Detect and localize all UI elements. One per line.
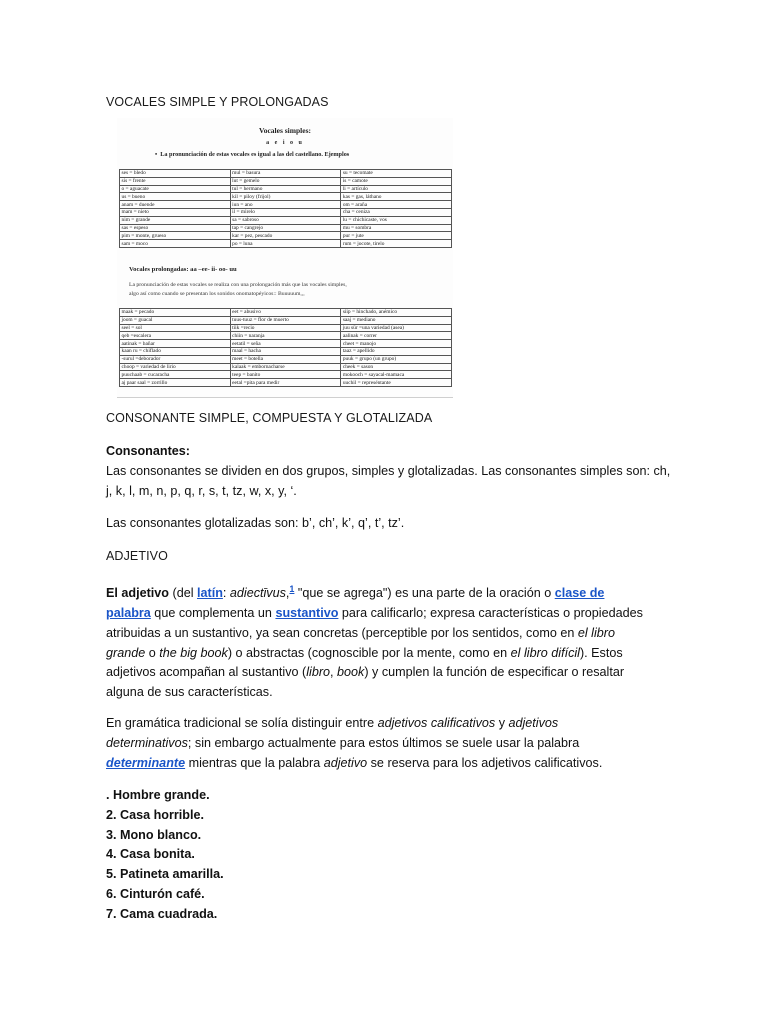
examples-list	[106, 786, 646, 925]
table-row	[120, 324, 452, 332]
table-cell: kil = piloy (frijol)	[230, 193, 341, 201]
table-cell: puuchaab = cucaracha	[120, 371, 231, 379]
table-cell: eet = abusivo	[230, 309, 341, 317]
adj-example: el libro grande	[106, 625, 615, 660]
table-cell: kaan ru = chiflado	[120, 347, 231, 355]
table-row	[120, 240, 452, 248]
adj-text: se reserva para los adjetivos calificativos.	[367, 755, 603, 770]
table-cell: mu = sombra	[341, 224, 452, 232]
scan-bullet-text: • La pronunciación de estas vocales es igual a las del castellano. Ejemplos	[155, 151, 350, 158]
adj-text: "que se agrega") es una parte de la oración o	[294, 586, 555, 601]
table-cell: ses = bledo	[120, 170, 231, 178]
table-row	[120, 347, 452, 355]
vowels-table-image	[117, 118, 453, 398]
table-cell: chiin = naranja	[230, 332, 341, 340]
table-cell: aalinak = correr	[341, 332, 452, 340]
adjetivo-paragraph-2	[106, 714, 646, 773]
link-clase-de-palabra[interactable]: clase de palabra	[106, 586, 605, 620]
adj-example: the big book	[159, 645, 228, 660]
adj-text: ) o abstractas (cognoscible por la mente, como en	[227, 645, 511, 660]
consonantes-paragraph	[106, 462, 706, 502]
table-row	[120, 316, 452, 324]
table-row	[120, 379, 452, 387]
table-row	[120, 355, 452, 363]
table-cell: sa = sabroso	[230, 216, 341, 224]
adj-example: el libro difícil	[510, 645, 580, 660]
adj-italic: adjetivos calificativos	[377, 716, 496, 730]
list-item: 7. Cama cuadrada.	[106, 906, 218, 921]
table-cell: taaz = apellido	[341, 347, 452, 355]
table-cell: mam = nieto	[120, 208, 231, 216]
table-row	[120, 170, 452, 178]
consonantes-heading: Consonantes:	[106, 444, 190, 458]
table-cell: is = camote	[341, 177, 452, 185]
table-row	[120, 309, 452, 317]
table-row	[120, 371, 452, 379]
table-row	[120, 201, 452, 209]
table-cell: joom = guacal	[120, 316, 231, 324]
section-title-vocales: VOCALES SIMPLE Y PROLONGADAS	[106, 95, 329, 109]
table-cell: uuchil = represéntante	[341, 379, 452, 387]
link-latin[interactable]: latín	[197, 586, 223, 601]
adj-text: y	[495, 716, 509, 730]
adj-text: ,	[285, 586, 290, 601]
table-cell: mul = basura	[230, 170, 341, 178]
table-cell: cheek = sason	[341, 363, 452, 371]
adj-text: En gramática tradicional se solía distinguir entre	[106, 716, 378, 730]
table-row	[120, 193, 452, 201]
table-cell: cheet = manojo	[341, 340, 452, 348]
table-row	[120, 216, 452, 224]
table-cell: po = luna	[230, 240, 341, 248]
adj-latin-word: adiectīvus	[229, 586, 286, 601]
table-cell: us = bueno	[120, 193, 231, 201]
table-row	[120, 224, 452, 232]
table-row	[120, 177, 452, 185]
scan-vowels: a e i o u	[266, 140, 304, 146]
table-cell: eetal =pita para medir	[230, 379, 341, 387]
scan-prolong-text	[129, 281, 449, 299]
scan-prolong-line1: La pronunciación de estas vocales se realiza con una prolongación más que las vocales simples,	[129, 282, 347, 288]
table-cell: aatinak = bañar	[120, 340, 231, 348]
table-cell: kas = gas, láthano	[341, 193, 452, 201]
adj-text: para calificarlo; expresa características o propiedades atribuidas a un sustantivo, ya sean concretas (perceptible por los sentidos, como en	[106, 605, 643, 640]
table-cell: -surul =deborador	[120, 355, 231, 363]
table-cell: puuk = grupo (un grupo)	[341, 355, 452, 363]
table-cell: cha = ceniza	[341, 208, 452, 216]
table-row	[120, 332, 452, 340]
adj-text: mientras que la palabra	[185, 755, 324, 770]
list-item: 2. Casa horrible.	[106, 807, 204, 822]
table-row	[120, 232, 452, 240]
table-row	[120, 185, 452, 193]
prolonged-vowels-table	[119, 308, 452, 387]
adj-italic: adjetivos determinativos	[106, 716, 559, 750]
table-cell: lut = gemelo	[230, 177, 341, 185]
footnote-ref-1[interactable]: 1	[289, 584, 295, 594]
adj-term: El adjetivo	[106, 586, 169, 601]
table-cell: maak = pecado	[120, 309, 231, 317]
table-cell: sam = moco	[120, 240, 231, 248]
table-cell: sas = espeso	[120, 224, 231, 232]
table-row	[120, 340, 452, 348]
table-cell: seel = sol	[120, 324, 231, 332]
table-cell: juu sür =una variedad (asea)	[341, 324, 452, 332]
table-cell: tiik =recio	[230, 324, 341, 332]
table-row	[120, 208, 452, 216]
adj-text: ) y cumplen la función de especificar o resaltar alguna de sus características.	[106, 665, 625, 700]
list-item: . Hombre grande.	[106, 788, 210, 802]
table-cell: eetatil = seña	[230, 340, 341, 348]
table-cell: li = artículo	[341, 185, 452, 193]
adjetivo-paragraph-1	[106, 580, 646, 703]
adj-example: libro	[306, 665, 331, 680]
table-cell: om = araña	[341, 201, 452, 209]
table-cell: kalaak = embornacharse	[230, 363, 341, 371]
consonantes-line1: Las consonantes se dividen en dos grupos, simples y glotalizadas. Las consonantes simples son: ch,	[106, 464, 671, 478]
adj-text: ,	[330, 665, 338, 680]
simple-vowels-table	[119, 169, 452, 248]
table-cell: tap = cangrejo	[230, 224, 341, 232]
table-cell: teep = banito	[230, 371, 341, 379]
table-cell: iun = ano	[230, 201, 341, 209]
section-title-consonantes: CONSONANTE SIMPLE, COMPUESTA Y GLOTALIZADA	[106, 411, 433, 425]
consonantes-line2: j, k, l, m, n, p, q, r, s, t, tz, w, x, y, ‘.	[106, 483, 297, 498]
table-cell: rum = jocote, tirelo	[341, 240, 452, 248]
table-cell: o = aguacate	[120, 185, 231, 193]
table-cell: tul = hermano	[230, 185, 341, 193]
table-cell: aj paar saal = zorrillo	[120, 379, 231, 387]
table-cell: lu = chichicaste, vos	[341, 216, 452, 224]
table-cell: qeb =escalera	[120, 332, 231, 340]
adj-text: ). Estos adjetivos acompañan al sustantivo (	[106, 645, 623, 680]
section-title-adjetivo: ADJETIVO	[106, 549, 168, 563]
link-sustantivo[interactable]: sustantivo	[275, 605, 339, 620]
table-cell: su = tecomate	[341, 170, 452, 178]
table-cell: nim = grande	[120, 216, 231, 224]
scan-title-simple: Vocales simples:	[258, 126, 311, 135]
adj-text: ; sin embargo actualmente para estos últimos se suele usar la palabra	[187, 735, 580, 750]
table-cell: maal = hacha	[230, 347, 341, 355]
adj-text: que complementa un	[150, 605, 276, 620]
table-cell: meet = botella	[230, 355, 341, 363]
adj-text: :	[222, 586, 230, 601]
table-cell: mokooch = sayacal-mamaca	[341, 371, 452, 379]
list-item: 5. Patineta amarilla.	[106, 867, 224, 882]
list-item: 3. Mono blanco.	[106, 827, 202, 842]
table-cell: pim = monte, grueso	[120, 232, 231, 240]
scan-prolong-line2: algo así como cuando se presentan los sonidos onomatopéyicos:: Buuuuum,,,	[129, 291, 305, 297]
table-row	[120, 363, 452, 371]
link-determinante[interactable]: determinante	[106, 755, 186, 770]
adj-text: (del	[169, 586, 197, 601]
table-cell: sis = frente	[120, 177, 231, 185]
table-cell: tuus-tuuz = flor de muerto	[230, 316, 341, 324]
list-item: 6. Cinturón café.	[106, 886, 205, 901]
table-cell: choop = variedad de lirio	[120, 363, 231, 371]
list-item: 4. Casa bonita.	[106, 847, 195, 862]
table-cell: kar = pez, pescado	[230, 232, 341, 240]
table-cell: saaj = mediano	[341, 316, 452, 324]
table-cell: siip = hinchado, anémico	[341, 309, 452, 317]
table-cell: pur = jute	[341, 232, 452, 240]
consonantes-glotalizadas: Las consonantes glotalizadas son: b’, ch’, k’, q’, t’, tz’.	[106, 516, 405, 530]
adj-italic: adjetivo	[323, 755, 368, 770]
scan-bullet-label: La pronunciación de estas vocales es igual a las del castellano. Ejemplos	[160, 151, 350, 158]
table-cell: anam = duende	[120, 201, 231, 209]
adj-text: o	[145, 645, 160, 660]
adj-example: book	[337, 665, 365, 680]
table-cell: il = mirelo	[230, 208, 341, 216]
scan-title-prolong: Vocales prolongadas: aa –ee- ii- oo- uu	[129, 266, 237, 273]
